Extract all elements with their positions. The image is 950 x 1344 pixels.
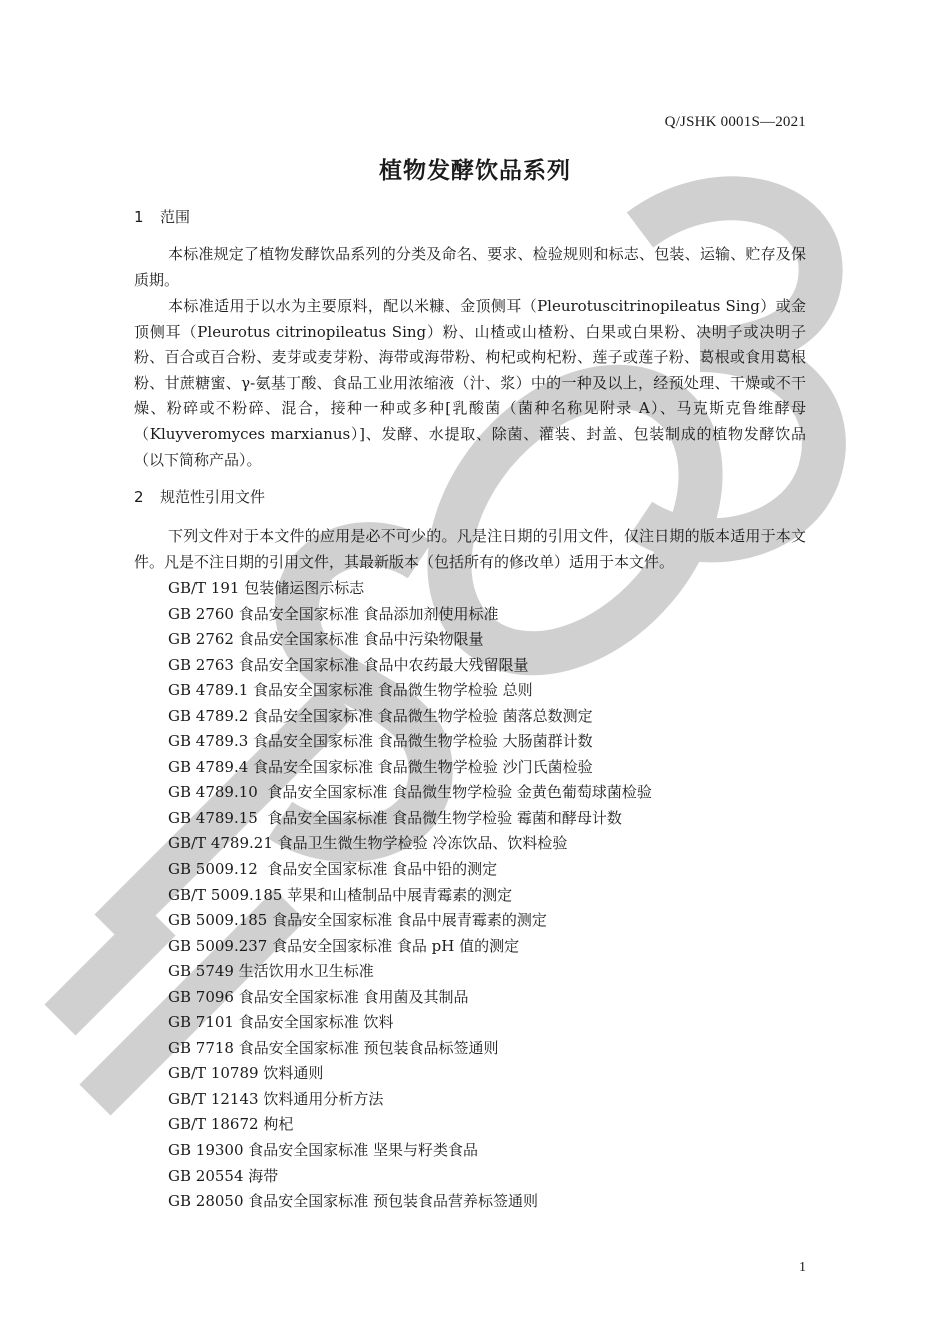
reference-item: GB 5009.185 食品安全国家标准 食品中展青霉素的测定: [168, 911, 547, 930]
reference-item: GB 4789.4 食品安全国家标准 食品微生物学检验 沙门氏菌检验: [168, 757, 593, 776]
scope-paragraph-2: 本标准适用于以水为主要原料，配以米糠、金顶侧耳（Pleurotuscitrinopileatus Sing）或金顶侧耳（Pleurotus citrinopileatus Sing）粉、山楂或山楂粉、白果或白果粉、决明子或决明子粉、百合或百合粉、麦芽或麦芽粉、海带或海带粉、枸杞或枸杞粉、莲子或莲子粉、葛根或食用葛根粉、甘蔗糖蜜、γ-氨基丁酸、食品工业用浓缩液（汁、浆）中的一种及以上，经预处理、干燥或不干燥、粉碎或不粉碎、混合，接种一种或多种[乳酸菌（菌种名称见附录 A）、马克斯克鲁维酵母（Kluyveromyces marxianus）]、发酵、水提取、除菌、灌装、封盖、包装制成的植物发酵饮品（以下简称产品）。: [134, 297, 806, 469]
page-number: 1: [799, 1260, 806, 1275]
section-number: 2: [134, 488, 144, 506]
reference-item: GB 5009.237 食品安全国家标准 食品 pH 值的测定: [168, 936, 520, 955]
reference-item: GB 7718 食品安全国家标准 预包装食品标签通则: [168, 1038, 499, 1057]
reference-item: GB/T 10789 饮料通则: [168, 1064, 324, 1083]
reference-list: [168, 576, 652, 1215]
reference-item: GB 5009.12 食品安全国家标准 食品中铅的测定: [168, 860, 498, 879]
page-title: 植物发酵饮品系列: [379, 158, 571, 184]
section-title: 规范性引用文件: [160, 488, 266, 506]
standard-code: Q/JSHK 0001S—2021: [664, 114, 806, 130]
reference-item: GB 19300 食品安全国家标准 坚果与籽类食品: [168, 1141, 479, 1160]
reference-item: GB/T 191 包装储运图示标志: [168, 579, 365, 597]
reference-item: GB 4789.15 食品安全国家标准 食品微生物学检验 霉菌和酵母计数: [168, 808, 622, 827]
reference-item: GB/T 18672 枸杞: [168, 1115, 294, 1134]
reference-item: GB 28050 食品安全国家标准 预包装食品营养标签通则: [168, 1192, 539, 1211]
section-title: 范围: [160, 208, 191, 226]
reference-item: GB 5749 生活饮用水卫生标准: [168, 962, 374, 981]
reference-item: GB/T 5009.185 苹果和山楂制品中展青霉素的测定: [168, 885, 513, 904]
section-2-heading: [134, 486, 265, 507]
reference-item: GB 2760 食品安全国家标准 食品添加剂使用标准: [168, 604, 499, 623]
reference-item: GB 2762 食品安全国家标准 食品中污染物限量: [168, 630, 484, 649]
reference-item: GB 4789.2 食品安全国家标准 食品微生物学检验 菌落总数测定: [168, 706, 593, 725]
reference-item: GB 4789.1 食品安全国家标准 食品微生物学检验 总则: [168, 681, 533, 700]
reference-item: GB/T 12143 饮料通用分析方法: [168, 1089, 384, 1108]
reference-item: GB 7096 食品安全国家标准 食用菌及其制品: [168, 987, 469, 1006]
reference-item: GB 7101 食品安全国家标准 饮料: [168, 1013, 394, 1032]
reference-item: GB 4789.10 食品安全国家标准 食品微生物学检验 金黄色葡萄球菌检验: [168, 783, 652, 802]
reference-item: GB/T 4789.21 食品卫生微生物学检验 冷冻饮品、饮料检验: [168, 834, 568, 853]
reference-item: GB 2763 食品安全国家标准 食品中农药最大残留限量: [168, 655, 529, 674]
section-number: 1: [134, 208, 144, 226]
scope-paragraph-1: 本标准规定了植物发酵饮品系列的分类及命名、要求、检验规则和标志、包装、运输、贮存及保质期。: [134, 245, 806, 289]
reference-item: GB 20554 海带: [168, 1166, 279, 1185]
section-1-heading: [134, 206, 190, 227]
references-intro: 下列文件对于本文件的应用是必不可少的。凡是注日期的引用文件，仅注日期的版本适用于本文件。凡是不注日期的引用文件，其最新版本（包括所有的修改单）适用于本文件。: [134, 527, 806, 571]
reference-item: GB 4789.3 食品安全国家标准 食品微生物学检验 大肠菌群计数: [168, 732, 593, 751]
